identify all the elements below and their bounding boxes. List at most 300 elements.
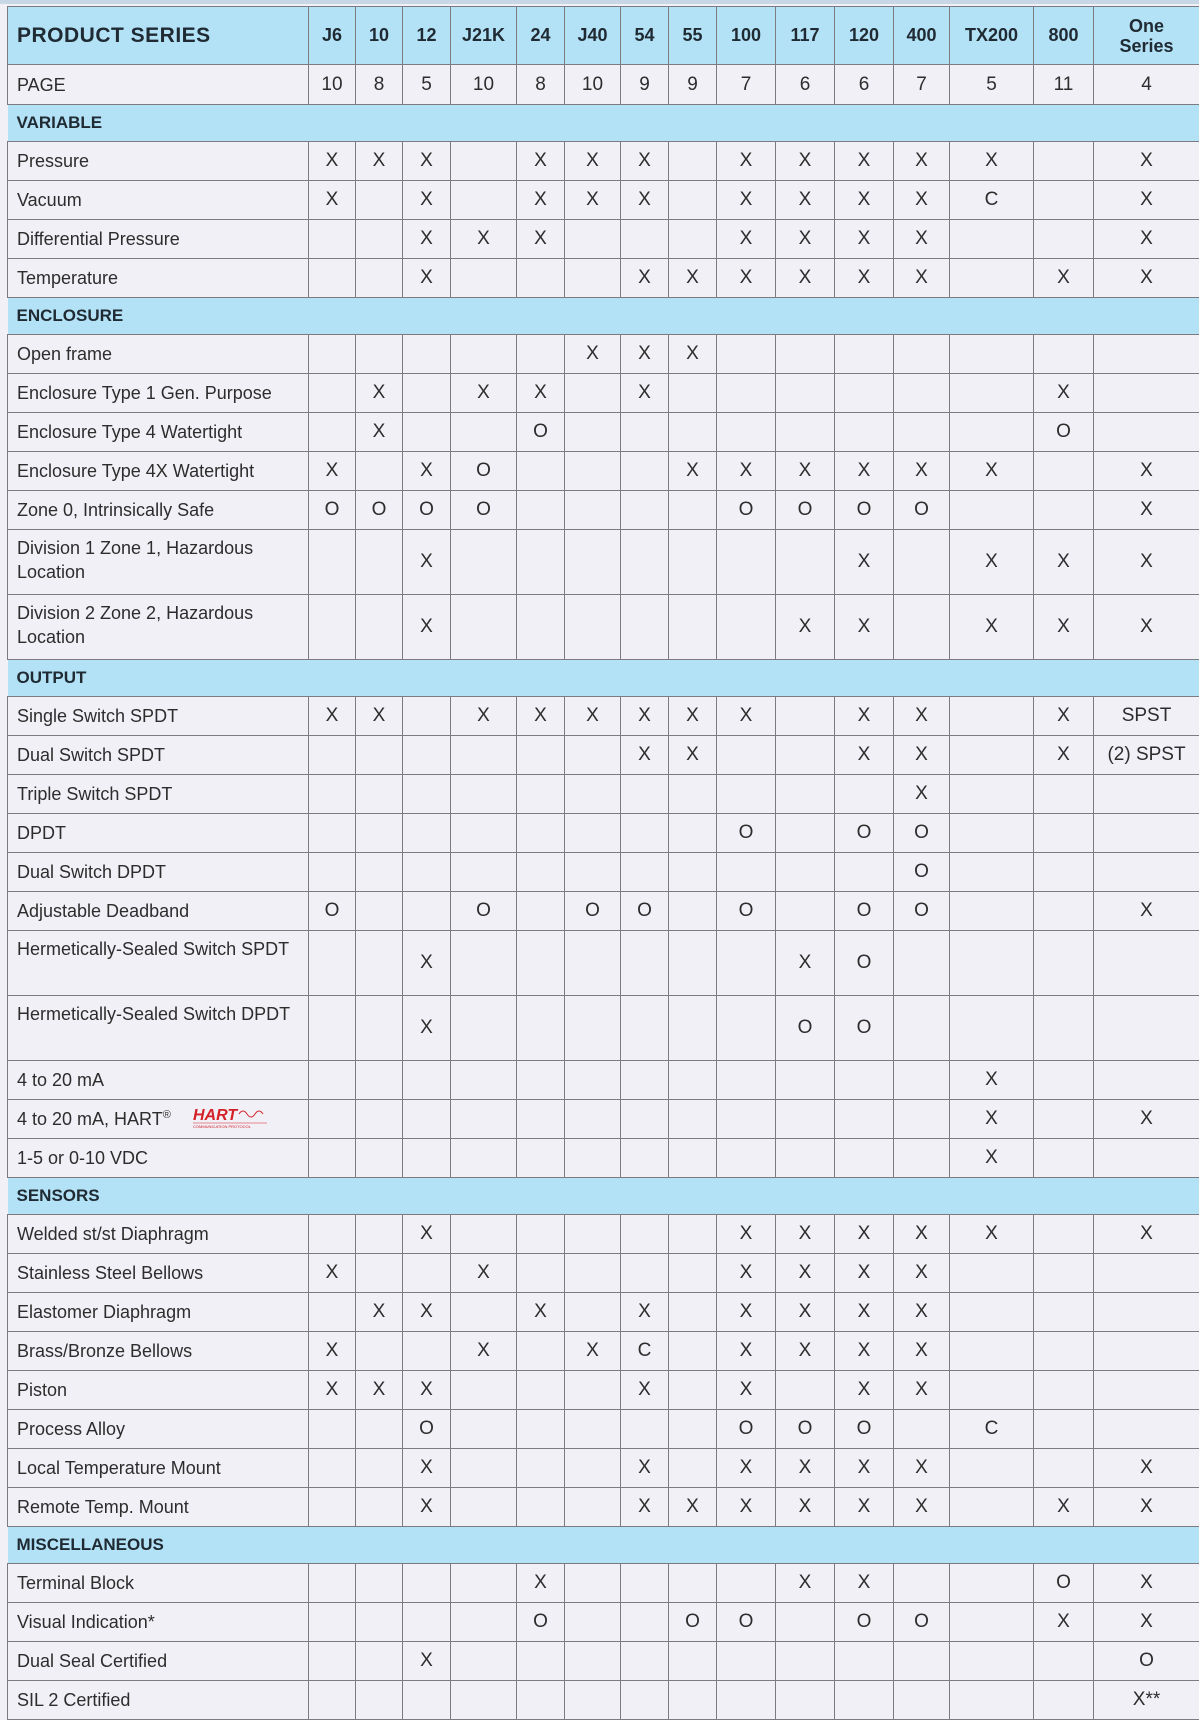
table-cell <box>1094 1371 1199 1410</box>
page-number-cell: 7 <box>717 65 776 105</box>
table-cell <box>669 1293 717 1332</box>
table-cell <box>1034 1100 1094 1139</box>
row-label-text: Single Switch SPDT <box>17 706 178 726</box>
table-cell: X <box>309 1332 356 1371</box>
row-label-text: Process Alloy <box>17 1419 125 1439</box>
table-cell: X <box>669 452 717 491</box>
table-cell <box>309 1681 356 1720</box>
table-cell: X <box>403 452 451 491</box>
table-row <box>8 1254 1199 1293</box>
column-header: TX200 <box>950 7 1034 65</box>
row-label <box>8 996 309 1061</box>
table-cell: X <box>1034 697 1094 736</box>
table-cell: O <box>356 491 403 530</box>
table-cell <box>517 491 565 530</box>
column-header: 117 <box>776 7 835 65</box>
row-label-text: Triple Switch SPDT <box>17 784 172 804</box>
table-cell <box>950 1254 1034 1293</box>
table-cell <box>776 697 835 736</box>
table-cell: X <box>517 181 565 220</box>
table-cell <box>356 1564 403 1603</box>
table-cell: X <box>717 1293 776 1332</box>
table-cell: X <box>894 181 950 220</box>
table-cell: X <box>835 1449 894 1488</box>
table-cell: O <box>621 892 669 931</box>
table-cell <box>565 1564 621 1603</box>
table-row <box>8 491 1199 530</box>
table-cell <box>451 595 517 660</box>
table-cell <box>309 259 356 298</box>
page-number-cell: 6 <box>776 65 835 105</box>
table-cell: X <box>950 1061 1034 1100</box>
table-cell <box>309 1061 356 1100</box>
column-header: 24 <box>517 7 565 65</box>
page-number-cell: 5 <box>403 65 451 105</box>
table-cell <box>950 1332 1034 1371</box>
row-label-text: Open frame <box>17 344 112 364</box>
table-cell: X <box>621 1488 669 1527</box>
row-label <box>8 1139 309 1178</box>
table-cell <box>517 736 565 775</box>
table-cell: X <box>565 697 621 736</box>
table-cell: X <box>403 1449 451 1488</box>
table-cell: X <box>403 1215 451 1254</box>
table-cell <box>565 1371 621 1410</box>
table-cell: X <box>950 1139 1034 1178</box>
table-cell: X <box>1094 491 1199 530</box>
table-cell: X <box>403 1642 451 1681</box>
table-cell: O <box>451 452 517 491</box>
table-cell <box>451 996 517 1061</box>
table-cell <box>669 220 717 259</box>
table-cell <box>565 595 621 660</box>
table-cell <box>621 1564 669 1603</box>
table-cell <box>565 491 621 530</box>
table-cell <box>517 1410 565 1449</box>
product-series-table <box>7 6 1199 1720</box>
table-cell <box>894 1564 950 1603</box>
table-cell: X <box>835 697 894 736</box>
table-cell: X <box>1034 736 1094 775</box>
table-cell <box>451 1564 517 1603</box>
table-cell: X <box>835 142 894 181</box>
table-cell <box>717 374 776 413</box>
table-row <box>8 931 1199 996</box>
table-cell <box>717 1139 776 1178</box>
column-header: 10 <box>356 7 403 65</box>
table-cell <box>717 1681 776 1720</box>
row-label-text: Temperature <box>17 268 118 288</box>
row-label <box>8 1293 309 1332</box>
table-row <box>8 335 1199 374</box>
table-cell <box>356 259 403 298</box>
table-cell <box>565 1061 621 1100</box>
table-cell <box>776 775 835 814</box>
table-cell <box>309 1564 356 1603</box>
table-cell: X <box>894 1371 950 1410</box>
row-label-text: 4 to 20 mA, HART <box>17 1109 163 1129</box>
table-cell <box>669 595 717 660</box>
table-cell: X <box>621 142 669 181</box>
row-label-text: Dual Switch DPDT <box>17 862 166 882</box>
table-cell: X <box>403 1488 451 1527</box>
table-cell <box>356 1642 403 1681</box>
table-cell: X <box>1094 1488 1199 1527</box>
table-cell: O <box>1034 1564 1094 1603</box>
row-label <box>8 181 309 220</box>
table-cell <box>309 1488 356 1527</box>
table-cell: O <box>403 1410 451 1449</box>
table-cell: O <box>451 491 517 530</box>
table-cell <box>776 335 835 374</box>
table-cell: O <box>894 1603 950 1642</box>
table-cell <box>835 1139 894 1178</box>
table-cell <box>950 1642 1034 1681</box>
table-cell: X <box>717 1215 776 1254</box>
table-cell <box>835 374 894 413</box>
table-cell: X <box>403 259 451 298</box>
table-cell <box>1034 142 1094 181</box>
table-cell <box>309 1410 356 1449</box>
table-row <box>8 996 1199 1061</box>
table-cell: O <box>894 814 950 853</box>
page-number-cell: 6 <box>835 65 894 105</box>
table-cell <box>950 1564 1034 1603</box>
table-cell <box>309 1139 356 1178</box>
table-cell: X <box>1094 220 1199 259</box>
table-cell: X <box>356 374 403 413</box>
table-cell <box>517 452 565 491</box>
table-cell <box>894 931 950 996</box>
table-cell <box>517 996 565 1061</box>
table-cell: X <box>1094 1564 1199 1603</box>
column-header: 120 <box>835 7 894 65</box>
table-cell: O <box>776 1410 835 1449</box>
table-cell <box>451 1449 517 1488</box>
table-cell: O <box>717 491 776 530</box>
table-cell <box>776 1603 835 1642</box>
table-cell <box>1034 220 1094 259</box>
section-header-row <box>8 1178 1199 1215</box>
table-cell <box>950 996 1034 1061</box>
row-label <box>8 697 309 736</box>
table-cell <box>950 220 1034 259</box>
table-cell <box>517 1215 565 1254</box>
table-row <box>8 892 1199 931</box>
table-cell <box>1094 996 1199 1061</box>
table-cell <box>621 931 669 996</box>
table-cell <box>950 892 1034 931</box>
table-cell <box>669 1215 717 1254</box>
table-cell <box>517 595 565 660</box>
table-cell: C <box>621 1332 669 1371</box>
table-title: PRODUCT SERIES <box>8 7 309 65</box>
table-cell <box>669 931 717 996</box>
table-row <box>8 814 1199 853</box>
page-row <box>8 65 1199 105</box>
table-cell <box>356 1681 403 1720</box>
table-cell <box>776 1681 835 1720</box>
row-label <box>8 1642 309 1681</box>
table-cell: X <box>356 1293 403 1332</box>
table-cell: O <box>517 413 565 452</box>
table-cell <box>517 1254 565 1293</box>
table-row <box>8 595 1199 660</box>
row-label-text: Hermetically-Sealed Switch SPDT <box>17 939 289 959</box>
table-cell: (2) SPST <box>1094 736 1199 775</box>
table-cell <box>1034 491 1094 530</box>
table-cell <box>1094 1254 1199 1293</box>
row-label-text: Local Temperature Mount <box>17 1458 221 1478</box>
table-cell <box>565 452 621 491</box>
table-cell <box>565 259 621 298</box>
table-cell <box>1094 1293 1199 1332</box>
table-cell <box>517 1449 565 1488</box>
table-cell: O <box>1094 1642 1199 1681</box>
table-cell <box>565 1603 621 1642</box>
table-cell <box>451 931 517 996</box>
table-cell <box>717 853 776 892</box>
row-label-text: DPDT <box>17 823 66 843</box>
table-cell: X <box>403 220 451 259</box>
table-cell: X <box>669 335 717 374</box>
row-label <box>8 1332 309 1371</box>
table-cell <box>517 853 565 892</box>
table-cell: X <box>776 142 835 181</box>
table-cell <box>835 1681 894 1720</box>
table-cell: X <box>621 374 669 413</box>
table-cell: X <box>669 736 717 775</box>
column-header: J21K <box>451 7 517 65</box>
page-number-cell: 4 <box>1094 65 1199 105</box>
row-label <box>8 853 309 892</box>
table-cell <box>451 530 517 595</box>
table-cell <box>403 892 451 931</box>
table-cell: X <box>669 697 717 736</box>
table-cell: X <box>1094 181 1199 220</box>
table-cell <box>403 413 451 452</box>
table-cell <box>451 413 517 452</box>
table-cell: X <box>565 1332 621 1371</box>
table-cell <box>356 335 403 374</box>
table-cell: X <box>1094 259 1199 298</box>
table-cell <box>565 1215 621 1254</box>
table-cell <box>669 775 717 814</box>
table-cell: X <box>835 1371 894 1410</box>
table-cell <box>776 1061 835 1100</box>
table-cell: X <box>776 931 835 996</box>
table-cell: O <box>835 814 894 853</box>
table-cell <box>309 775 356 814</box>
table-cell <box>451 814 517 853</box>
table-cell <box>309 1449 356 1488</box>
table-cell: X <box>403 1371 451 1410</box>
table-cell: X <box>894 1332 950 1371</box>
table-cell <box>1034 1061 1094 1100</box>
table-cell: O <box>717 1603 776 1642</box>
table-cell <box>950 1603 1034 1642</box>
page-number-cell: 10 <box>451 65 517 105</box>
table-cell: O <box>451 892 517 931</box>
table-cell <box>356 1603 403 1642</box>
table-cell: X <box>717 1332 776 1371</box>
table-cell: O <box>517 1603 565 1642</box>
table-cell <box>517 1642 565 1681</box>
table-cell: X <box>717 1371 776 1410</box>
table-cell <box>451 853 517 892</box>
row-label <box>8 775 309 814</box>
table-cell <box>356 814 403 853</box>
table-cell: X <box>950 452 1034 491</box>
table-cell: X <box>517 697 565 736</box>
table-cell <box>309 220 356 259</box>
table-row <box>8 1564 1199 1603</box>
table-cell <box>669 1371 717 1410</box>
page-number-cell: 10 <box>565 65 621 105</box>
table-cell <box>517 1332 565 1371</box>
table-cell <box>356 853 403 892</box>
table-cell <box>309 931 356 996</box>
table-cell: X <box>950 142 1034 181</box>
page-row-label: PAGE <box>8 65 309 105</box>
table-cell: C <box>950 1410 1034 1449</box>
table-cell <box>517 1681 565 1720</box>
table-cell: X <box>835 595 894 660</box>
column-header: 54 <box>621 7 669 65</box>
table-cell <box>621 814 669 853</box>
table-cell <box>776 374 835 413</box>
table-cell <box>403 775 451 814</box>
table-cell <box>309 736 356 775</box>
table-cell <box>451 1642 517 1681</box>
table-cell: X <box>1094 142 1199 181</box>
row-label-text: Remote Temp. Mount <box>17 1497 189 1517</box>
table-cell <box>1094 413 1199 452</box>
table-cell <box>451 1100 517 1139</box>
table-cell: O <box>835 1603 894 1642</box>
row-label <box>8 452 309 491</box>
table-cell <box>517 814 565 853</box>
table-cell: X <box>894 259 950 298</box>
table-cell: X <box>1034 530 1094 595</box>
table-cell: O <box>894 892 950 931</box>
table-cell <box>451 1139 517 1178</box>
table-cell: X <box>776 1488 835 1527</box>
table-cell <box>1094 374 1199 413</box>
table-cell: X <box>403 996 451 1061</box>
table-cell: X <box>776 1449 835 1488</box>
header-row <box>8 7 1199 65</box>
table-cell <box>669 892 717 931</box>
table-cell <box>669 1564 717 1603</box>
table-cell <box>309 413 356 452</box>
table-cell: X <box>403 1293 451 1332</box>
table-cell <box>950 1371 1034 1410</box>
table-cell: X <box>309 142 356 181</box>
table-cell: X <box>1094 1603 1199 1642</box>
table-cell: X <box>403 931 451 996</box>
table-cell <box>309 374 356 413</box>
table-cell: X <box>835 220 894 259</box>
table-cell <box>669 374 717 413</box>
table-cell: X <box>776 1254 835 1293</box>
column-header: 55 <box>669 7 717 65</box>
section-title: VARIABLE <box>8 105 1199 142</box>
table-cell: X <box>621 1371 669 1410</box>
table-cell <box>517 1488 565 1527</box>
table-cell <box>894 595 950 660</box>
row-label-text: Dual Seal Certified <box>17 1651 167 1671</box>
table-cell: X <box>1094 1449 1199 1488</box>
table-cell <box>950 775 1034 814</box>
table-cell <box>517 259 565 298</box>
table-cell <box>451 1371 517 1410</box>
page-number-cell: 7 <box>894 65 950 105</box>
row-label <box>8 142 309 181</box>
table-cell <box>517 775 565 814</box>
top-band <box>0 0 1199 4</box>
table-cell: X <box>717 142 776 181</box>
table-cell <box>403 814 451 853</box>
table-cell: X <box>451 374 517 413</box>
table-cell <box>517 335 565 374</box>
table-cell: X <box>950 530 1034 595</box>
column-header: 12 <box>403 7 451 65</box>
table-cell <box>621 1139 669 1178</box>
table-cell <box>1094 814 1199 853</box>
table-cell <box>1034 775 1094 814</box>
table-cell <box>669 1254 717 1293</box>
row-label-text: Welded st/st Diaphragm <box>17 1224 209 1244</box>
table-cell: X <box>451 1332 517 1371</box>
table-cell <box>309 595 356 660</box>
table-cell <box>565 1642 621 1681</box>
table-cell <box>835 1642 894 1681</box>
table-cell: X <box>669 259 717 298</box>
page-number-cell: 9 <box>621 65 669 105</box>
table-cell <box>1034 1215 1094 1254</box>
table-cell <box>835 853 894 892</box>
table-cell: X <box>894 220 950 259</box>
table-cell: X <box>309 1254 356 1293</box>
table-cell <box>309 996 356 1061</box>
table-cell <box>565 736 621 775</box>
column-header: 800 <box>1034 7 1094 65</box>
table-cell: X <box>451 1254 517 1293</box>
table-cell <box>621 1603 669 1642</box>
table-cell <box>669 1449 717 1488</box>
table-cell: X <box>356 413 403 452</box>
table-row <box>8 1332 1199 1371</box>
table-cell <box>451 1293 517 1332</box>
table-cell <box>1034 853 1094 892</box>
table-cell <box>717 1564 776 1603</box>
table-cell: X <box>894 452 950 491</box>
table-cell: O <box>835 996 894 1061</box>
row-label-text: Dual Switch SPDT <box>17 745 165 765</box>
table-cell <box>309 530 356 595</box>
table-cell: O <box>717 892 776 931</box>
table-cell <box>1034 1332 1094 1371</box>
table-cell: X <box>894 697 950 736</box>
table-cell: X <box>309 697 356 736</box>
row-label <box>8 1410 309 1449</box>
table-cell: X <box>950 1100 1034 1139</box>
table-cell <box>717 335 776 374</box>
table-row <box>8 413 1199 452</box>
table-cell: X <box>717 220 776 259</box>
table-cell: X <box>835 181 894 220</box>
